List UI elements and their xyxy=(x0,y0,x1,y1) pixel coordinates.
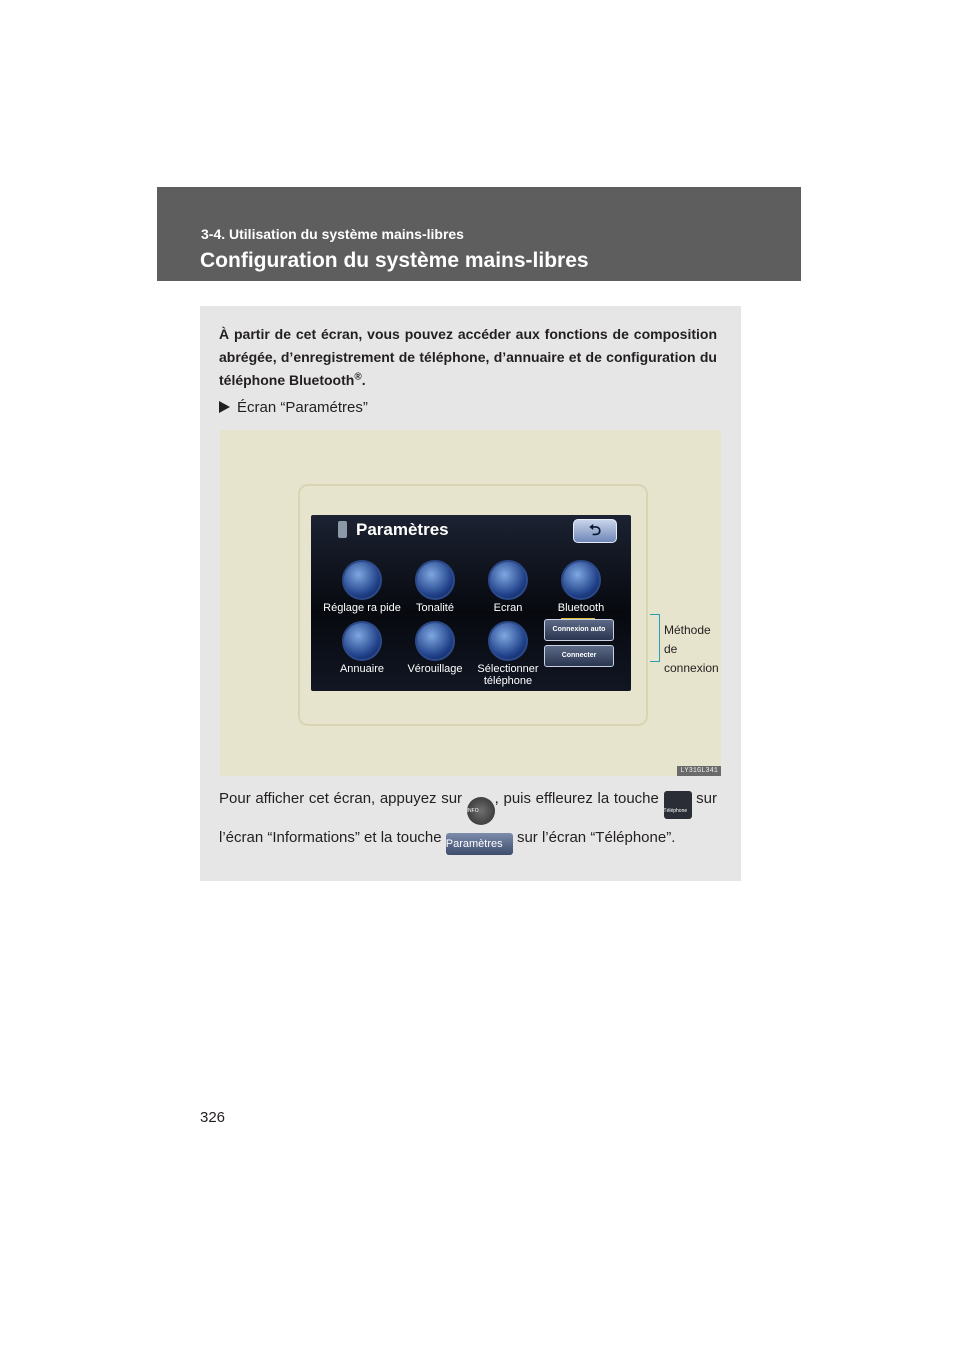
figure-code: LY31GL341 xyxy=(677,766,721,776)
screen-title: Paramètres xyxy=(356,520,449,539)
settings-screen xyxy=(311,515,631,691)
content-panel xyxy=(200,306,741,881)
page-title: Configuration du système mains-libres xyxy=(200,249,589,272)
figure-caption xyxy=(219,399,368,416)
bluetooth-label: Bluetooth xyxy=(557,602,605,614)
intro-end: . xyxy=(361,372,366,388)
tonalite-button[interactable] xyxy=(396,560,474,614)
back-arrow-icon: ⮌ xyxy=(588,522,601,539)
bluetooth-button[interactable] xyxy=(542,560,620,614)
intro-paragraph xyxy=(219,323,717,392)
instruction-part1: Pour afficher cet écran, appuyez sur xyxy=(219,790,463,807)
selectionner-telephone-label: Sélectionner téléphone xyxy=(477,663,539,687)
book-icon xyxy=(342,621,382,661)
ecran-label: Ecran xyxy=(493,602,523,614)
instruction-part2: , puis effleurez la touche xyxy=(494,790,659,807)
lock-icon xyxy=(415,621,455,661)
callout-label: Méthode de connexion xyxy=(664,623,719,675)
reglage-rapide-label: Réglage ra pide xyxy=(323,602,401,614)
triangle-bullet-icon xyxy=(219,401,230,413)
instruction-part4: sur l’écran “Téléphone”. xyxy=(516,829,676,846)
caption-text: Écran “Paramétres” xyxy=(237,399,368,416)
info-key-icon: INFO xyxy=(467,797,495,825)
callout-bracket xyxy=(650,614,660,662)
bluetooth-phone-icon xyxy=(561,560,601,600)
chapter-header xyxy=(157,187,801,281)
ecran-button[interactable] xyxy=(469,560,547,614)
tonalite-label: Tonalité xyxy=(416,602,454,614)
annuaire-button[interactable] xyxy=(323,621,401,675)
connecter-label: Connecter xyxy=(561,652,597,659)
verrouillage-button[interactable] xyxy=(396,621,474,675)
reglage-rapide-button[interactable] xyxy=(323,560,401,614)
annuaire-label: Annuaire xyxy=(339,663,385,675)
connexion-auto-button[interactable] xyxy=(544,619,614,641)
globe-icon xyxy=(342,560,382,600)
intro-text: À partir de cet écran, vous pouvez accéder aux fonctions de composition abrégée, d’enregistrement de téléphone, d’annuaire et de configuration du téléphone Bluetooth xyxy=(219,326,717,388)
phone-icon xyxy=(338,521,347,538)
verrouillage-label: Vérouillage xyxy=(407,663,463,675)
settings-screenshot xyxy=(220,430,721,776)
telephone-key-icon: Téléphone xyxy=(664,791,692,819)
speaker-icon xyxy=(415,560,455,600)
connexion-auto-label: Connexion auto xyxy=(552,626,606,633)
back-button[interactable] xyxy=(573,519,617,543)
registered-mark: ® xyxy=(354,371,362,383)
parametres-key-icon: Paramètres xyxy=(446,833,513,855)
instruction-part3: sur l’écran “Informations” et la touche xyxy=(219,790,717,846)
instruction-paragraph xyxy=(219,786,717,855)
handset-icon xyxy=(488,621,528,661)
page-number: 326 xyxy=(200,1109,226,1126)
section-label: 3-4. Utilisation du système mains-libres xyxy=(201,226,464,242)
selectionner-telephone-button[interactable] xyxy=(469,621,547,687)
connecter-button[interactable] xyxy=(544,645,614,667)
screen-icon xyxy=(488,560,528,600)
